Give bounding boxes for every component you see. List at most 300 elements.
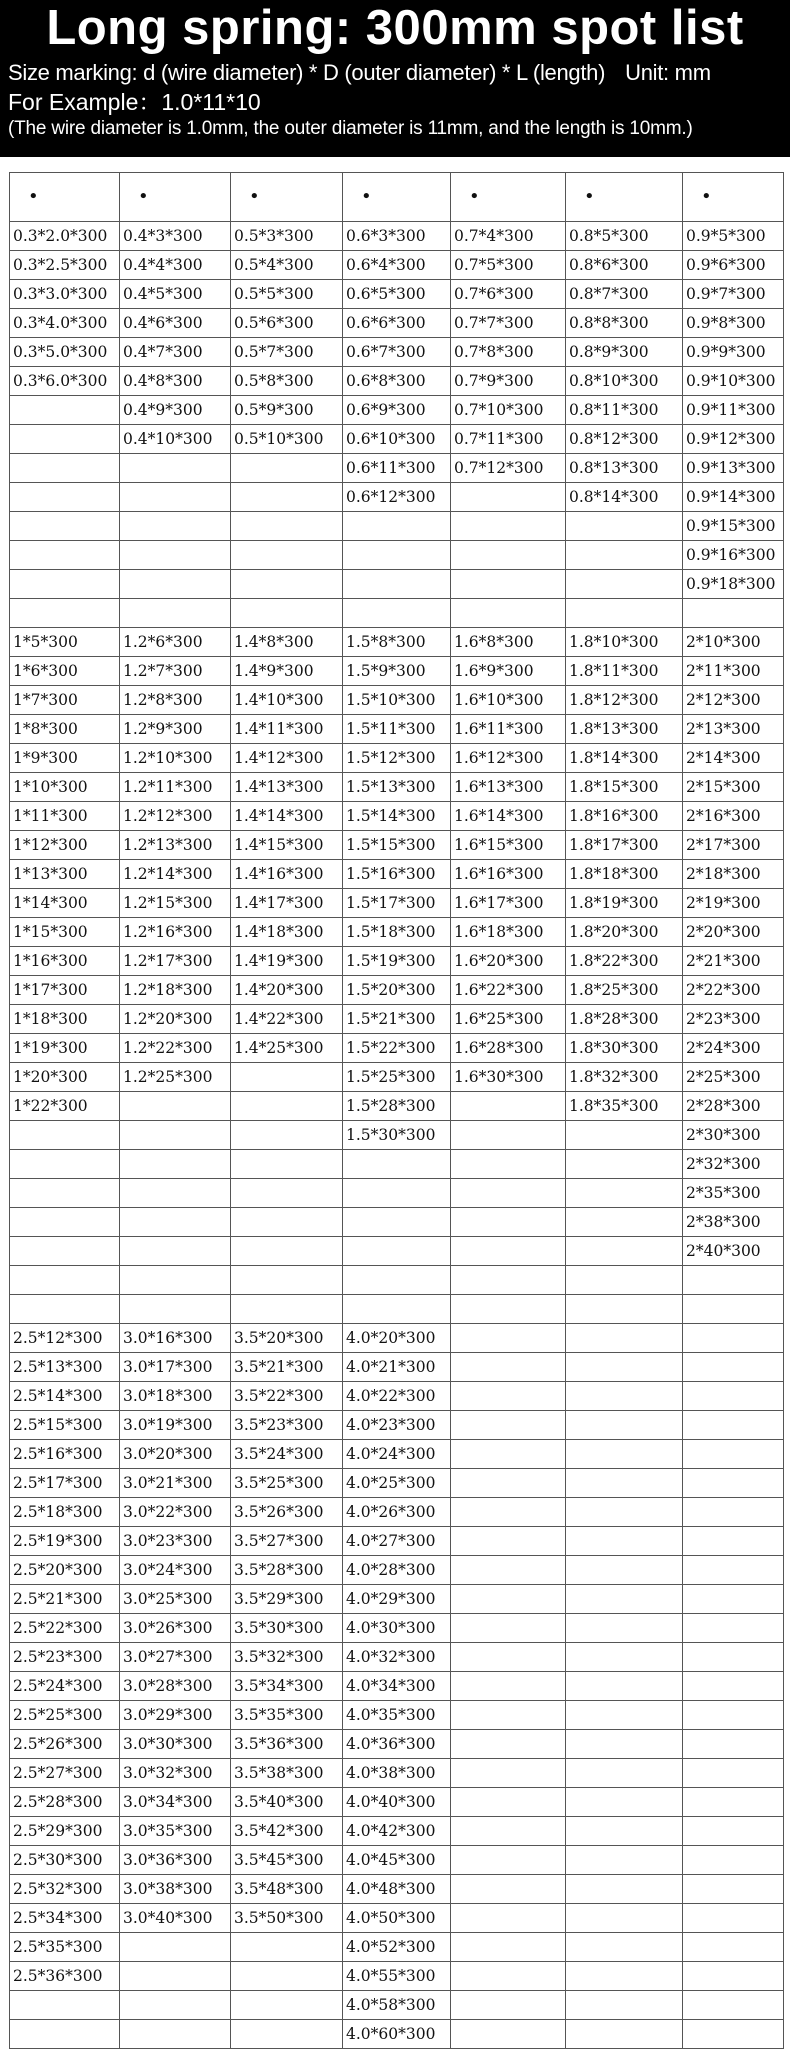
spec-cell: 1.8*11*300	[566, 657, 683, 686]
spec-cell	[120, 454, 231, 483]
spec-cell	[451, 1469, 566, 1498]
spec-cell: 3.0*17*300	[120, 1353, 231, 1382]
spec-cell: 1.5*14*300	[343, 802, 451, 831]
table-row	[10, 715, 784, 744]
spec-cell: 2.5*29*300	[10, 1817, 120, 1846]
spec-cell: 1.2*15*300	[120, 889, 231, 918]
spec-cell	[231, 483, 343, 512]
spec-cell	[566, 1643, 683, 1672]
table-header-row	[10, 173, 784, 222]
spec-cell	[451, 1701, 566, 1730]
spec-cell	[10, 599, 120, 628]
spec-cell: 2.5*16*300	[10, 1440, 120, 1469]
spec-cell	[566, 1991, 683, 2020]
table-row	[10, 483, 784, 512]
spec-cell: 1*5*300	[10, 628, 120, 657]
spec-cell: 0.9*11*300	[683, 396, 784, 425]
spec-cell	[683, 1875, 784, 1904]
spec-cell: 0.9*12*300	[683, 425, 784, 454]
spec-cell: 0.3*4.0*300	[10, 309, 120, 338]
spec-cell: 2*25*300	[683, 1063, 784, 1092]
spec-cell	[566, 1469, 683, 1498]
spec-cell	[451, 1904, 566, 1933]
spec-cell	[566, 1179, 683, 1208]
spec-cell: 0.8*14*300	[566, 483, 683, 512]
spec-cell: 0.4*9*300	[120, 396, 231, 425]
spec-cell	[10, 396, 120, 425]
spec-cell: 3.0*22*300	[120, 1498, 231, 1527]
table-row	[10, 396, 784, 425]
spec-cell	[451, 599, 566, 628]
spec-cell: 2*23*300	[683, 1005, 784, 1034]
spec-cell: 1.5*8*300	[343, 628, 451, 657]
table-row	[10, 1759, 784, 1788]
spec-cell	[683, 1585, 784, 1614]
spec-cell: 0.5*9*300	[231, 396, 343, 425]
spec-cell	[451, 1585, 566, 1614]
spec-cell: 2.5*13*300	[10, 1353, 120, 1382]
table-row	[10, 309, 784, 338]
spec-cell: 1.5*25*300	[343, 1063, 451, 1092]
spec-cell	[343, 1179, 451, 1208]
table-body	[10, 173, 784, 2049]
spec-cell: 1.6*20*300	[451, 947, 566, 976]
spec-cell	[10, 541, 120, 570]
spec-cell: 1.5*13*300	[343, 773, 451, 802]
spec-cell	[231, 1208, 343, 1237]
spec-cell: 4.0*32*300	[343, 1643, 451, 1672]
spec-cell: 4.0*42*300	[343, 1817, 451, 1846]
spec-cell	[343, 541, 451, 570]
table-row	[10, 1469, 784, 1498]
spec-cell: 0.8*11*300	[566, 396, 683, 425]
page-title: Long spring: 300mm spot list	[46, 1, 744, 55]
table-row	[10, 1846, 784, 1875]
spec-cell: 3.5*40*300	[231, 1788, 343, 1817]
spec-cell	[683, 1788, 784, 1817]
spec-cell	[120, 1121, 231, 1150]
spec-cell	[10, 454, 120, 483]
spec-cell: 3.5*38*300	[231, 1759, 343, 1788]
spec-cell: 0.8*7*300	[566, 280, 683, 309]
table-row	[10, 1208, 784, 1237]
table-row	[10, 1730, 784, 1759]
spec-cell: 2.5*23*300	[10, 1643, 120, 1672]
spec-cell	[120, 541, 231, 570]
spec-cell: 2.5*20*300	[10, 1556, 120, 1585]
table-row	[10, 976, 784, 1005]
spec-cell: 0.9*8*300	[683, 309, 784, 338]
spec-cell	[451, 1498, 566, 1527]
spec-cell: 2*13*300	[683, 715, 784, 744]
spec-cell: 0.9*18*300	[683, 570, 784, 599]
table-row	[10, 2020, 784, 2049]
spec-cell: 4.0*38*300	[343, 1759, 451, 1788]
table-row	[10, 773, 784, 802]
spec-cell	[566, 1846, 683, 1875]
table-row	[10, 1498, 784, 1527]
spec-cell: 2.5*26*300	[10, 1730, 120, 1759]
spec-cell: 3.0*29*300	[120, 1701, 231, 1730]
spec-cell: 3.0*23*300	[120, 1527, 231, 1556]
table-row	[10, 1585, 784, 1614]
spec-cell: 0.7*9*300	[451, 367, 566, 396]
spec-cell	[231, 1962, 343, 1991]
spec-cell	[10, 2020, 120, 2049]
spec-cell	[566, 1962, 683, 1991]
spec-cell: 1.4*17*300	[231, 889, 343, 918]
spec-cell: 1.8*28*300	[566, 1005, 683, 1034]
spec-cell	[343, 1295, 451, 1324]
spec-cell	[451, 1411, 566, 1440]
spec-cell: 4.0*26*300	[343, 1498, 451, 1527]
table-row	[10, 860, 784, 889]
spec-cell: 0.4*5*300	[120, 280, 231, 309]
spec-cell: 0.6*9*300	[343, 396, 451, 425]
spec-cell	[451, 1991, 566, 2020]
spec-cell	[231, 541, 343, 570]
table-row	[10, 1063, 784, 1092]
table-row	[10, 918, 784, 947]
spec-cell	[683, 1440, 784, 1469]
table-row	[10, 1150, 784, 1179]
spec-cell: 0.7*4*300	[451, 222, 566, 251]
spec-cell: 1*12*300	[10, 831, 120, 860]
spec-cell	[683, 1266, 784, 1295]
spec-cell: 1.2*14*300	[120, 860, 231, 889]
table-row	[10, 1817, 784, 1846]
spec-cell: 0.5*6*300	[231, 309, 343, 338]
spec-cell: 0.8*9*300	[566, 338, 683, 367]
table-row	[10, 1005, 784, 1034]
size-marking-text: Size marking: d (wire diameter) * D (outer diameter) * L (length)	[8, 60, 606, 85]
spec-cell: 3.5*23*300	[231, 1411, 343, 1440]
spec-cell	[683, 1730, 784, 1759]
spec-cell	[451, 1962, 566, 1991]
table-row	[10, 1991, 784, 2020]
spec-cell: 1*16*300	[10, 947, 120, 976]
spec-cell	[683, 1411, 784, 1440]
spec-cell: 4.0*20*300	[343, 1324, 451, 1353]
spec-cell: 4.0*21*300	[343, 1353, 451, 1382]
spec-cell: 3.0*18*300	[120, 1382, 231, 1411]
spec-cell: 4.0*24*300	[343, 1440, 451, 1469]
spec-cell: 1.6*9*300	[451, 657, 566, 686]
spec-cell: 1.8*19*300	[566, 889, 683, 918]
spec-cell	[451, 1846, 566, 1875]
spec-cell	[683, 1846, 784, 1875]
spec-cell: 2.5*15*300	[10, 1411, 120, 1440]
spec-cell: 1.8*16*300	[566, 802, 683, 831]
spec-cell: 3.0*32*300	[120, 1759, 231, 1788]
spec-cell: 2.5*19*300	[10, 1527, 120, 1556]
spec-cell: 0.3*6.0*300	[10, 367, 120, 396]
spec-cell: 0.5*3*300	[231, 222, 343, 251]
spec-cell: 0.6*7*300	[343, 338, 451, 367]
spec-cell: 1.6*18*300	[451, 918, 566, 947]
spec-cell	[683, 2020, 784, 2049]
spec-cell	[451, 1266, 566, 1295]
spec-cell: 3.0*36*300	[120, 1846, 231, 1875]
spec-cell	[10, 1121, 120, 1150]
table-row	[10, 1237, 784, 1266]
spec-cell: 3.0*16*300	[120, 1324, 231, 1353]
spec-cell: 1.2*22*300	[120, 1034, 231, 1063]
spec-cell	[683, 1382, 784, 1411]
spec-cell	[566, 1614, 683, 1643]
spec-cell: 1.5*22*300	[343, 1034, 451, 1063]
spec-cell: 0.5*7*300	[231, 338, 343, 367]
spec-cell: 4.0*40*300	[343, 1788, 451, 1817]
spec-cell	[683, 599, 784, 628]
spec-cell	[683, 1962, 784, 1991]
spec-cell: 2*32*300	[683, 1150, 784, 1179]
spec-cell	[231, 570, 343, 599]
spec-cell	[566, 2020, 683, 2049]
spec-cell	[566, 1672, 683, 1701]
spec-cell: 0.7*10*300	[451, 396, 566, 425]
spec-cell	[566, 570, 683, 599]
spec-cell: 0.9*7*300	[683, 280, 784, 309]
spec-cell: 0.4*3*300	[120, 222, 231, 251]
spec-cell: 1.5*12*300	[343, 744, 451, 773]
spec-cell: 3.5*20*300	[231, 1324, 343, 1353]
spec-cell: 1.4*15*300	[231, 831, 343, 860]
spec-cell: 3.5*30*300	[231, 1614, 343, 1643]
spec-cell	[566, 1817, 683, 1846]
spec-cell: 1.4*8*300	[231, 628, 343, 657]
spec-cell: 1.4*18*300	[231, 918, 343, 947]
spec-cell: 2*11*300	[683, 657, 784, 686]
spec-cell: 1.8*32*300	[566, 1063, 683, 1092]
spec-cell	[343, 1237, 451, 1266]
spec-cell: 4.0*30*300	[343, 1614, 451, 1643]
spec-cell: 2.5*36*300	[10, 1962, 120, 1991]
table-row	[10, 1324, 784, 1353]
spec-cell	[451, 1150, 566, 1179]
spec-cell: 3.0*34*300	[120, 1788, 231, 1817]
spec-cell: 1*13*300	[10, 860, 120, 889]
spec-cell	[566, 599, 683, 628]
spec-cell	[231, 1991, 343, 2020]
spec-cell: 1.8*25*300	[566, 976, 683, 1005]
header-bullet: •	[231, 173, 343, 222]
spec-cell: 0.6*12*300	[343, 483, 451, 512]
spec-cell: 3.5*36*300	[231, 1730, 343, 1759]
spec-cell: 4.0*28*300	[343, 1556, 451, 1585]
spec-cell: 2.5*30*300	[10, 1846, 120, 1875]
spec-cell	[231, 1266, 343, 1295]
spec-cell	[451, 2020, 566, 2049]
spec-cell	[451, 1353, 566, 1382]
spec-cell: 0.5*8*300	[231, 367, 343, 396]
spec-cell: 1.2*17*300	[120, 947, 231, 976]
table-row	[10, 802, 784, 831]
spec-cell: 1.2*9*300	[120, 715, 231, 744]
spec-cell	[451, 1614, 566, 1643]
spec-cell: 3.5*32*300	[231, 1643, 343, 1672]
spec-cell: 2.5*34*300	[10, 1904, 120, 1933]
spec-cell	[566, 1498, 683, 1527]
spec-cell	[451, 1875, 566, 1904]
spec-cell	[566, 1701, 683, 1730]
spec-cell	[451, 1440, 566, 1469]
spec-cell: 0.3*5.0*300	[10, 338, 120, 367]
table-row	[10, 599, 784, 628]
spec-cell	[451, 1179, 566, 1208]
table-row	[10, 947, 784, 976]
spec-cell	[343, 1208, 451, 1237]
spec-cell: 2.5*27*300	[10, 1759, 120, 1788]
spec-cell: 0.9*6*300	[683, 251, 784, 280]
spec-cell: 2.5*32*300	[10, 1875, 120, 1904]
spec-cell: 1.6*17*300	[451, 889, 566, 918]
spec-cell: 3.5*28*300	[231, 1556, 343, 1585]
spec-cell: 1.8*30*300	[566, 1034, 683, 1063]
spec-cell: 1*7*300	[10, 686, 120, 715]
spec-cell	[451, 1759, 566, 1788]
spec-cell: 1.8*15*300	[566, 773, 683, 802]
spec-cell: 4.0*22*300	[343, 1382, 451, 1411]
spec-cell: 1.4*25*300	[231, 1034, 343, 1063]
spec-cell: 2.5*18*300	[10, 1498, 120, 1527]
spec-cell: 1.5*15*300	[343, 831, 451, 860]
spec-cell: 1.4*10*300	[231, 686, 343, 715]
spec-cell	[231, 512, 343, 541]
spec-cell: 0.9*13*300	[683, 454, 784, 483]
spec-cell: 0.6*6*300	[343, 309, 451, 338]
table-row	[10, 1121, 784, 1150]
spec-cell	[683, 1614, 784, 1643]
spec-cell: 0.5*10*300	[231, 425, 343, 454]
spec-cell	[451, 512, 566, 541]
spec-cell: 4.0*27*300	[343, 1527, 451, 1556]
spec-cell	[120, 1092, 231, 1121]
spec-cell	[566, 1324, 683, 1353]
spec-cell: 3.5*29*300	[231, 1585, 343, 1614]
spec-cell: 3.5*22*300	[231, 1382, 343, 1411]
spec-cell	[120, 1991, 231, 2020]
spec-cell: 0.8*5*300	[566, 222, 683, 251]
spec-cell	[566, 1875, 683, 1904]
spec-cell	[231, 1063, 343, 1092]
spec-cell	[231, 454, 343, 483]
spec-cell	[451, 1933, 566, 1962]
table-row	[10, 1179, 784, 1208]
spec-cell: 4.0*48*300	[343, 1875, 451, 1904]
spec-cell: 1.4*12*300	[231, 744, 343, 773]
spec-cell: 0.7*5*300	[451, 251, 566, 280]
spec-cell: 0.8*10*300	[566, 367, 683, 396]
spec-cell	[231, 1933, 343, 1962]
spec-cell: 0.8*6*300	[566, 251, 683, 280]
spec-cell: 3.0*19*300	[120, 1411, 231, 1440]
table-row	[10, 570, 784, 599]
spec-cell	[566, 1904, 683, 1933]
table-row	[10, 222, 784, 251]
spec-cell	[566, 1527, 683, 1556]
spec-cell	[343, 1150, 451, 1179]
table-row	[10, 1034, 784, 1063]
table-row	[10, 425, 784, 454]
header-bullet: •	[343, 173, 451, 222]
spec-cell: 1.4*9*300	[231, 657, 343, 686]
spec-cell	[451, 1121, 566, 1150]
spec-cell	[120, 1237, 231, 1266]
spec-cell: 1.4*14*300	[231, 802, 343, 831]
spec-cell: 3.0*40*300	[120, 1904, 231, 1933]
spec-cell: 1*14*300	[10, 889, 120, 918]
spec-cell: 0.3*2.0*300	[10, 222, 120, 251]
spec-cell: 2.5*17*300	[10, 1469, 120, 1498]
spec-cell: 1.8*18*300	[566, 860, 683, 889]
spec-cell	[343, 599, 451, 628]
spec-cell: 1.2*18*300	[120, 976, 231, 1005]
table-row	[10, 512, 784, 541]
table-row	[10, 889, 784, 918]
spec-cell	[120, 570, 231, 599]
spec-cell	[566, 1266, 683, 1295]
spec-cell: 2*35*300	[683, 1179, 784, 1208]
spec-cell: 1.8*17*300	[566, 831, 683, 860]
spec-cell: 1.6*30*300	[451, 1063, 566, 1092]
spec-cell	[683, 1469, 784, 1498]
spec-cell: 3.0*30*300	[120, 1730, 231, 1759]
spec-cell: 2*28*300	[683, 1092, 784, 1121]
spec-cell: 0.4*10*300	[120, 425, 231, 454]
spec-cell: 2*19*300	[683, 889, 784, 918]
spec-cell: 1.4*20*300	[231, 976, 343, 1005]
spec-cell: 3.5*42*300	[231, 1817, 343, 1846]
spec-cell: 3.5*34*300	[231, 1672, 343, 1701]
spec-cell	[566, 1730, 683, 1759]
spec-cell	[10, 1208, 120, 1237]
spec-cell: 0.6*5*300	[343, 280, 451, 309]
spec-cell	[451, 1788, 566, 1817]
spec-cell: 3.5*48*300	[231, 1875, 343, 1904]
table-row	[10, 1962, 784, 1991]
table-row	[10, 367, 784, 396]
header-bullet: •	[566, 173, 683, 222]
table-row	[10, 1556, 784, 1585]
spec-cell: 0.6*3*300	[343, 222, 451, 251]
spec-cell: 1.8*22*300	[566, 947, 683, 976]
spec-cell	[10, 1295, 120, 1324]
spec-cell: 1.5*19*300	[343, 947, 451, 976]
spec-cell: 0.4*6*300	[120, 309, 231, 338]
spec-cell: 1.6*15*300	[451, 831, 566, 860]
spec-cell	[231, 1237, 343, 1266]
spec-cell	[231, 1179, 343, 1208]
spec-cell	[343, 570, 451, 599]
spec-cell	[451, 570, 566, 599]
spec-cell	[231, 1150, 343, 1179]
spec-cell: 0.7*12*300	[451, 454, 566, 483]
spec-cell: 1.2*11*300	[120, 773, 231, 802]
spec-cell: 0.4*4*300	[120, 251, 231, 280]
spec-cell: 3.0*21*300	[120, 1469, 231, 1498]
spec-cell: 1*18*300	[10, 1005, 120, 1034]
table-row	[10, 831, 784, 860]
table-row	[10, 1672, 784, 1701]
spec-cell	[451, 1730, 566, 1759]
spec-cell: 1.8*35*300	[566, 1092, 683, 1121]
spec-cell: 2*14*300	[683, 744, 784, 773]
spec-cell: 2*21*300	[683, 947, 784, 976]
spec-cell: 1.5*20*300	[343, 976, 451, 1005]
spec-cell	[451, 1527, 566, 1556]
spec-cell: 2*20*300	[683, 918, 784, 947]
